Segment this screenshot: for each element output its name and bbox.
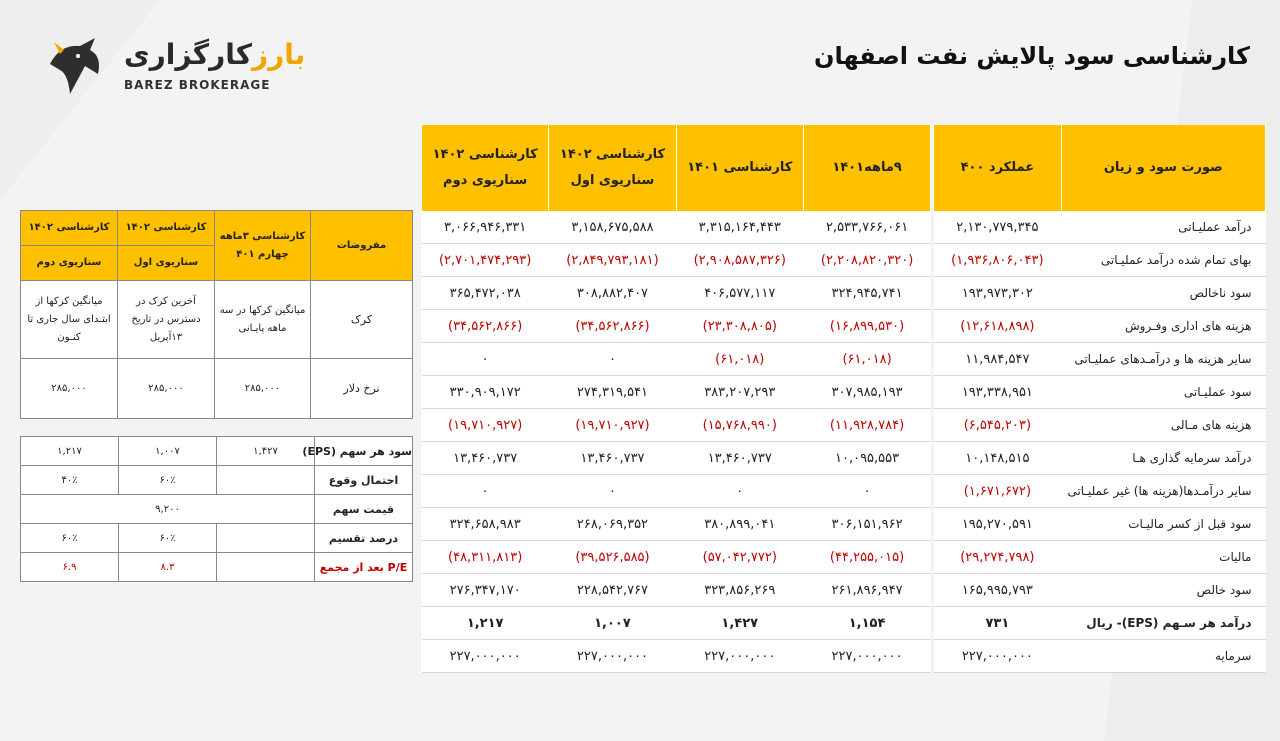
table-cell: (۳۴,۵۶۲,۸۶۶) (422, 310, 549, 343)
table-row (422, 607, 1266, 640)
table-cell: (۱۶,۸۹۹,۵۳۰) (803, 310, 930, 343)
table-cell: ۶۰٪ (119, 466, 217, 495)
table-cell: ۰ (676, 475, 803, 508)
table-cell: ۲۷۴,۳۱۹,۵۴۱ (549, 376, 676, 409)
income-statement-table (421, 125, 1266, 673)
row-label: قیمت سهم (315, 495, 413, 524)
table-cell: (۲۹,۲۷۴,۷۹۸) (934, 541, 1061, 574)
column-gap (931, 541, 934, 574)
column-gap (931, 277, 934, 310)
table-cell: (۱۵,۷۶۸,۹۹۰) (676, 409, 803, 442)
column-header: کارشناسی ۱۴۰۲ (21, 211, 118, 246)
table-cell: ۳۸۳,۲۰۷,۲۹۳ (676, 376, 803, 409)
table-cell: ۱۱,۹۸۴,۵۴۷ (934, 343, 1061, 376)
table-cell: ۲۷۶,۳۴۷,۱۷۰ (422, 574, 549, 607)
row-label: درآمد هر سـهم (EPS)- ریال (1061, 607, 1265, 640)
column-gap (931, 607, 934, 640)
table-cell: ۲۲۷,۰۰۰,۰۰۰ (549, 640, 676, 673)
row-label: هزینه های مـالی (1061, 409, 1265, 442)
assumptions-table (20, 210, 413, 419)
table-cell: (۱۹,۷۱۰,۹۲۷) (422, 409, 549, 442)
column-gap (931, 343, 934, 376)
table-cell: میانگین کرکها در سه ماهه پایـانی (215, 281, 311, 359)
column-gap (931, 442, 934, 475)
table-cell: ۱۰,۰۹۵,۵۵۳ (803, 442, 930, 475)
table-cell: ۰ (422, 343, 549, 376)
table-cell: (۲۳,۳۰۸,۸۰۵) (676, 310, 803, 343)
table-row (422, 541, 1266, 574)
row-label: احتمال وقوع (315, 466, 413, 495)
table-row (21, 524, 413, 553)
column-gap (931, 244, 934, 277)
table-cell (217, 524, 315, 553)
row-label: درصد تقسیم (315, 524, 413, 553)
column-header: عملکرد ۴۰۰ (934, 125, 1061, 211)
table-cell: ۲۲۷,۰۰۰,۰۰۰ (934, 640, 1061, 673)
table-cell: ۱۰,۱۴۸,۵۱۵ (934, 442, 1061, 475)
table-cell: ۳۰۷,۹۸۵,۱۹۳ (803, 376, 930, 409)
table-cell: ۲۸۵,۰۰۰ (215, 359, 311, 419)
row-label: درآمد سرمایه گذاری هـا (1061, 442, 1265, 475)
table-cell: ۷۳۱ (934, 607, 1061, 640)
table-cell: (۶۱,۰۱۸) (676, 343, 803, 376)
table-cell: (۶,۵۴۵,۲۰۳) (934, 409, 1061, 442)
column-subheader: سناریوی اول (118, 246, 215, 281)
table-cell: ۱۹۳,۹۷۳,۳۰۲ (934, 277, 1061, 310)
column-header: ۹ماهه۱۴۰۱ (803, 125, 930, 211)
table-row (422, 409, 1266, 442)
table-row (422, 640, 1266, 673)
table-cell: (۱,۹۳۶,۸۰۶,۰۴۳) (934, 244, 1061, 277)
table-cell: ۱۹۵,۲۷۰,۵۹۱ (934, 508, 1061, 541)
table-cell: (۱۹,۷۱۰,۹۲۷) (549, 409, 676, 442)
table-cell: ۶۰٪ (21, 524, 119, 553)
table-row (422, 277, 1266, 310)
table-cell: ۳,۱۵۸,۶۷۵,۵۸۸ (549, 211, 676, 244)
table-cell: (۴۸,۳۱۱,۸۱۳) (422, 541, 549, 574)
table-cell: (۱,۶۷۱,۶۷۲) (934, 475, 1061, 508)
table-cell: ۳۲۳,۸۵۶,۲۶۹ (676, 574, 803, 607)
row-label: سرمایه (1061, 640, 1265, 673)
logo-text-en: BAREZ BROKERAGE (124, 78, 271, 92)
table-cell: (۲,۹۰۸,۵۸۷,۳۲۶) (676, 244, 803, 277)
table-row (422, 574, 1266, 607)
table-cell: (۲,۷۰۱,۴۷۴,۲۹۳) (422, 244, 549, 277)
table-row (21, 359, 413, 419)
table-cell: ۳۰۸,۸۸۲,۴۰۷ (549, 277, 676, 310)
table-cell: ۲۶۱,۸۹۶,۹۴۷ (803, 574, 930, 607)
table-cell: ۱۳,۴۶۰,۷۳۷ (422, 442, 549, 475)
table-cell: ۳۶۵,۴۷۲,۰۳۸ (422, 277, 549, 310)
column-gap (931, 376, 934, 409)
table-cell: (۴۴,۲۵۵,۰۱۵) (803, 541, 930, 574)
table-cell: ۲۶۸,۰۶۹,۳۵۲ (549, 508, 676, 541)
table-cell: (۶۱,۰۱۸) (803, 343, 930, 376)
pe-table (20, 436, 413, 582)
table-cell: میانگین کرکها از ابتـدای سال جاری تا کنـون (21, 281, 118, 359)
table-row (422, 310, 1266, 343)
table-cell: ۱,۱۵۴ (803, 607, 930, 640)
column-gap (931, 475, 934, 508)
row-label: نرخ دلار (311, 359, 413, 419)
table-cell: ۳۰۶,۱۵۱,۹۶۲ (803, 508, 930, 541)
table-cell: ۳۳۰,۹۰۹,۱۷۲ (422, 376, 549, 409)
assumptions-header: مفروضات (311, 211, 413, 281)
table-cell: ۰ (549, 475, 676, 508)
table-cell: ۶۰٪ (119, 524, 217, 553)
table-cell: ۲۲۷,۰۰۰,۰۰۰ (676, 640, 803, 673)
table-row (422, 211, 1266, 244)
table-cell: ۱۳,۴۶۰,۷۳۷ (549, 442, 676, 475)
page-title: کارشناسی سود پالایش نفت اصفهان (813, 42, 1250, 70)
table-cell: ۰ (422, 475, 549, 508)
table-cell (217, 553, 315, 582)
logo-text-fa: بارزکارگزاری (124, 38, 306, 71)
table-row (21, 437, 413, 466)
table-cell: ۰ (549, 343, 676, 376)
table-cell: (۲,۲۰۸,۸۲۰,۳۲۰) (803, 244, 930, 277)
table-cell: ۳,۳۱۵,۱۶۴,۴۴۳ (676, 211, 803, 244)
row-label: سایر هزینه ها و درآمـدهای عملیـاتی (1061, 343, 1265, 376)
row-label: مالیات (1061, 541, 1265, 574)
row-label: کرک (311, 281, 413, 359)
table-cell: (۳۹,۵۲۶,۵۸۵) (549, 541, 676, 574)
row-label: P/E بعد از مجمع (315, 553, 413, 582)
column-header: کارشناسی ۱۴۰۲ سناریوی دوم (422, 125, 549, 211)
row-label: سایر درآمـدها(هزینه ها) غیر عملیـاتی (1061, 475, 1265, 508)
table-cell: ۱۹۳,۳۳۸,۹۵۱ (934, 376, 1061, 409)
column-header: کارشناسی ۳ماهه چهارم ۴۰۱ (215, 211, 311, 281)
table-row (422, 244, 1266, 277)
table-cell: ۱,۴۲۷ (676, 607, 803, 640)
table-cell: ۲۲۷,۰۰۰,۰۰۰ (803, 640, 930, 673)
column-gap (931, 640, 934, 673)
table-cell: ۲۲۷,۰۰۰,۰۰۰ (422, 640, 549, 673)
table-cell: (۳۴,۵۶۲,۸۶۶) (549, 310, 676, 343)
column-subheader: سناریوی دوم (21, 246, 118, 281)
column-gap (931, 574, 934, 607)
table-cell: ۲,۱۳۰,۷۷۹,۳۴۵ (934, 211, 1061, 244)
row-label: سود خالص (1061, 574, 1265, 607)
table-row (422, 376, 1266, 409)
table-cell: ۶.۹ (21, 553, 119, 582)
table-cell: (۲,۸۴۹,۷۹۳,۱۸۱) (549, 244, 676, 277)
table-cell: ۱۶۵,۹۹۵,۷۹۳ (934, 574, 1061, 607)
table-cell: ۹,۲۰۰ (21, 495, 315, 524)
table-cell: ۲۲۸,۵۴۲,۷۶۷ (549, 574, 676, 607)
table-row (21, 495, 413, 524)
table-row (21, 211, 413, 246)
table-row (422, 343, 1266, 376)
row-label: بهای تمام شده درآمد عملیـاتی (1061, 244, 1265, 277)
table-cell: ۳,۰۶۶,۹۴۶,۳۳۱ (422, 211, 549, 244)
column-header: کارشناسی ۱۴۰۱ (676, 125, 803, 211)
column-header: صورت سود و زیان (1061, 125, 1265, 211)
table-cell: ۱,۲۱۷ (21, 437, 119, 466)
table-cell: (۵۷,۰۴۲,۷۷۲) (676, 541, 803, 574)
table-cell: ۲۸۵,۰۰۰ (21, 359, 118, 419)
table-cell: ۲۸۵,۰۰۰ (118, 359, 215, 419)
row-label: سود هر سهم (EPS) (315, 437, 413, 466)
row-label: درآمد عملیـاتی (1061, 211, 1265, 244)
table-cell: ۱,۰۰۷ (549, 607, 676, 640)
table-cell: ۴۰٪ (21, 466, 119, 495)
table-cell: ۱,۲۱۷ (422, 607, 549, 640)
column-gap (931, 508, 934, 541)
row-label: سود ناخالص (1061, 277, 1265, 310)
column-header: کارشناسی ۱۴۰۲ سناریوی اول (549, 125, 676, 211)
table-row (21, 466, 413, 495)
table-cell: (۱۱,۹۲۸,۷۸۴) (803, 409, 930, 442)
table-cell: ۱,۰۰۷ (119, 437, 217, 466)
table-cell: ۳۲۴,۶۵۸,۹۸۳ (422, 508, 549, 541)
row-label: هزینه های اداری وفـروش (1061, 310, 1265, 343)
table-cell: ۴۰۶,۵۷۷,۱۱۷ (676, 277, 803, 310)
table-row (21, 553, 413, 582)
table-cell: آخرین کرک در دسترس در تاریخ ۱۳آپریل (118, 281, 215, 359)
column-header: کارشناسی ۱۴۰۲ (118, 211, 215, 246)
table-row (21, 281, 413, 359)
table-cell: ۱۳,۴۶۰,۷۳۷ (676, 442, 803, 475)
table-cell: ۳۲۴,۹۴۵,۷۴۱ (803, 277, 930, 310)
column-gap (931, 211, 934, 244)
table-cell: ۱,۴۲۷ (217, 437, 315, 466)
table-row (422, 475, 1266, 508)
column-gap (931, 409, 934, 442)
eagle-head-icon (40, 34, 120, 104)
table-cell: ۲,۵۳۳,۷۶۶,۰۶۱ (803, 211, 930, 244)
row-label: سود قبل از کسر مالیـات (1061, 508, 1265, 541)
brand-logo (40, 34, 306, 104)
table-cell: ۳۸۰,۸۹۹,۰۴۱ (676, 508, 803, 541)
row-label: سود عملیـاتی (1061, 376, 1265, 409)
column-gap (931, 310, 934, 343)
table-cell: (۱۲,۶۱۸,۸۹۸) (934, 310, 1061, 343)
table-cell: ۸.۳ (119, 553, 217, 582)
table-cell (217, 466, 315, 495)
table-row (422, 442, 1266, 475)
table-cell: ۰ (803, 475, 930, 508)
column-gap (931, 125, 934, 211)
table-header-row (422, 125, 1266, 211)
table-row (422, 508, 1266, 541)
